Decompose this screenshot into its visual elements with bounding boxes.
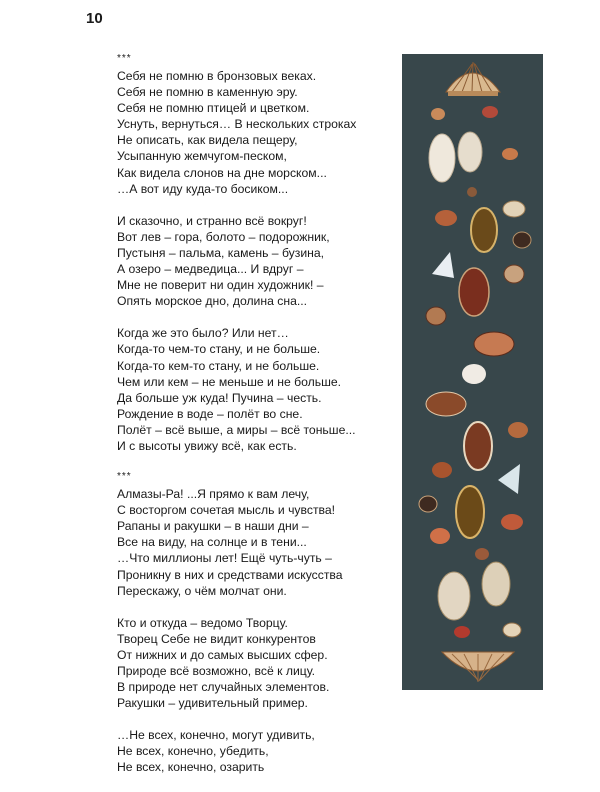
poem-separator: *** — [117, 53, 132, 64]
poem-line: Ракушки – удивительный пример. — [117, 696, 308, 711]
poem-line: Рождение в воде – полёт во сне. — [117, 406, 303, 421]
mussel-shell — [471, 208, 497, 252]
poem-line: Когда-то чем-то стану, и не больше. — [117, 342, 321, 357]
poem-line: Мне не поверит ни один художник! – — [117, 278, 324, 293]
poem-stanza — [117, 486, 397, 599]
seashell-collage-art — [402, 54, 543, 690]
small-shell — [435, 210, 457, 226]
poem-line: Себя не помню в каменную эру. — [117, 85, 298, 100]
small-shell — [501, 514, 523, 530]
small-shell — [482, 106, 498, 118]
poem-line: Вот лев – гора, болото – подорожник, — [117, 229, 330, 244]
poem-line: Все на виду, на солнце и в тени... — [117, 535, 307, 550]
poem-line: Да больше уж куда! Пучина – честь. — [117, 390, 322, 405]
poem-line: Перескажу, о чём молчат они. — [117, 583, 287, 598]
poem-stanza — [117, 213, 397, 310]
poem-line: С восторгом сочетая мысль и чувства! — [117, 503, 336, 518]
clam-shell — [458, 132, 482, 172]
scallop-shell-bottom — [442, 652, 514, 682]
poem-line: Творец Себе не видит конкурентов — [117, 631, 316, 646]
poem-line: В природе нет случайных элементов. — [117, 680, 330, 695]
poem-line: Себя не помню в бронзовых веках. — [117, 69, 317, 83]
poem-line: Полёт – всё выше, а миры – всё тоньше... — [117, 422, 356, 437]
poem-line: Себя не помню птицей и цветком. — [117, 101, 310, 116]
small-shell — [503, 623, 521, 637]
small-shell — [426, 307, 446, 325]
clam-shell — [429, 134, 455, 182]
poem-line: Как видела слонов на дне морском... — [117, 165, 327, 180]
poem-text-column — [117, 52, 397, 792]
clam-shell — [438, 572, 470, 620]
poem-line: Пустыня – пальма, камень – бузина, — [117, 245, 325, 260]
cone-shell — [459, 268, 489, 316]
poem-stanza — [117, 325, 397, 454]
poem-line: Алмазы-Ра! ...Я прямо к вам лечу, — [117, 487, 310, 502]
small-shell — [513, 232, 531, 248]
poem-line: Кто и откуда – ведомо Творцу. — [117, 615, 288, 630]
poem-line: Рапаны и ракушки – в наши дни – — [117, 519, 309, 534]
poem-stanza — [117, 727, 397, 775]
poem-stanza — [117, 615, 397, 712]
poem-line: От нижних и до самых высших сфер. — [117, 647, 328, 662]
poem-line: …Не всех, конечно, могут удивить, — [117, 728, 315, 743]
small-shell — [432, 462, 452, 478]
poem-1 — [117, 68, 397, 454]
poem-line: Чем или кем – не меньше и не больше. — [117, 374, 342, 389]
cone-shell — [464, 422, 492, 470]
cockle-shell — [426, 392, 466, 416]
poem-stanza — [117, 68, 397, 197]
small-shell — [467, 187, 477, 197]
poem-line: Не всех, конечно, убедить, — [117, 744, 269, 759]
poem-line: Не всех, конечно, озарить — [117, 760, 265, 775]
small-shell — [508, 422, 528, 438]
small-shell — [419, 496, 437, 512]
poem-line: Усыпанную жемчугом-песком, — [117, 149, 287, 164]
poem-line: …А вот иду куда-то босиком... — [117, 181, 289, 196]
mussel-shell — [456, 486, 484, 538]
poem-line: …Что миллионы лет! Ещё чуть-чуть – — [117, 551, 332, 566]
poem-line: Уснуть, вернуться… В нескольких строках — [117, 117, 357, 132]
poem-line: И сказочно, и странно всё вокруг! — [117, 213, 307, 228]
small-shell — [462, 364, 486, 384]
cockle-shell — [474, 332, 514, 356]
seashell-illustration — [402, 54, 543, 690]
poem-line: Проникну в них и средствами искусства — [117, 567, 343, 582]
clam-shell — [482, 562, 510, 606]
small-shell — [431, 108, 445, 120]
shell-fragment — [498, 464, 520, 494]
poem-line: Когда-то кем-то стану, и не больше. — [117, 358, 320, 373]
poem-line: И с высоты увижу всё, как есть. — [117, 438, 297, 453]
page-number: 10 — [86, 10, 103, 27]
small-shell — [475, 548, 489, 560]
poem-2 — [117, 486, 397, 776]
small-shell — [502, 148, 518, 160]
poem-line: Опять морское дно, долина сна... — [117, 294, 308, 309]
poem-line: Природе всё возможно, всё к лицу. — [117, 664, 315, 678]
poem-line: Не описать, как видела пещеру, — [117, 133, 298, 148]
poem-line: А озеро – медведица... И вдруг – — [117, 262, 304, 277]
poem-separator: *** — [117, 471, 132, 483]
small-shell — [504, 265, 524, 283]
small-shell — [503, 201, 525, 217]
poem-line: Когда же это было? Или нет… — [117, 326, 289, 341]
scallop-shell-top — [446, 62, 500, 96]
small-shell — [430, 528, 450, 544]
small-shell — [454, 626, 470, 638]
shell-fragment — [432, 252, 454, 278]
